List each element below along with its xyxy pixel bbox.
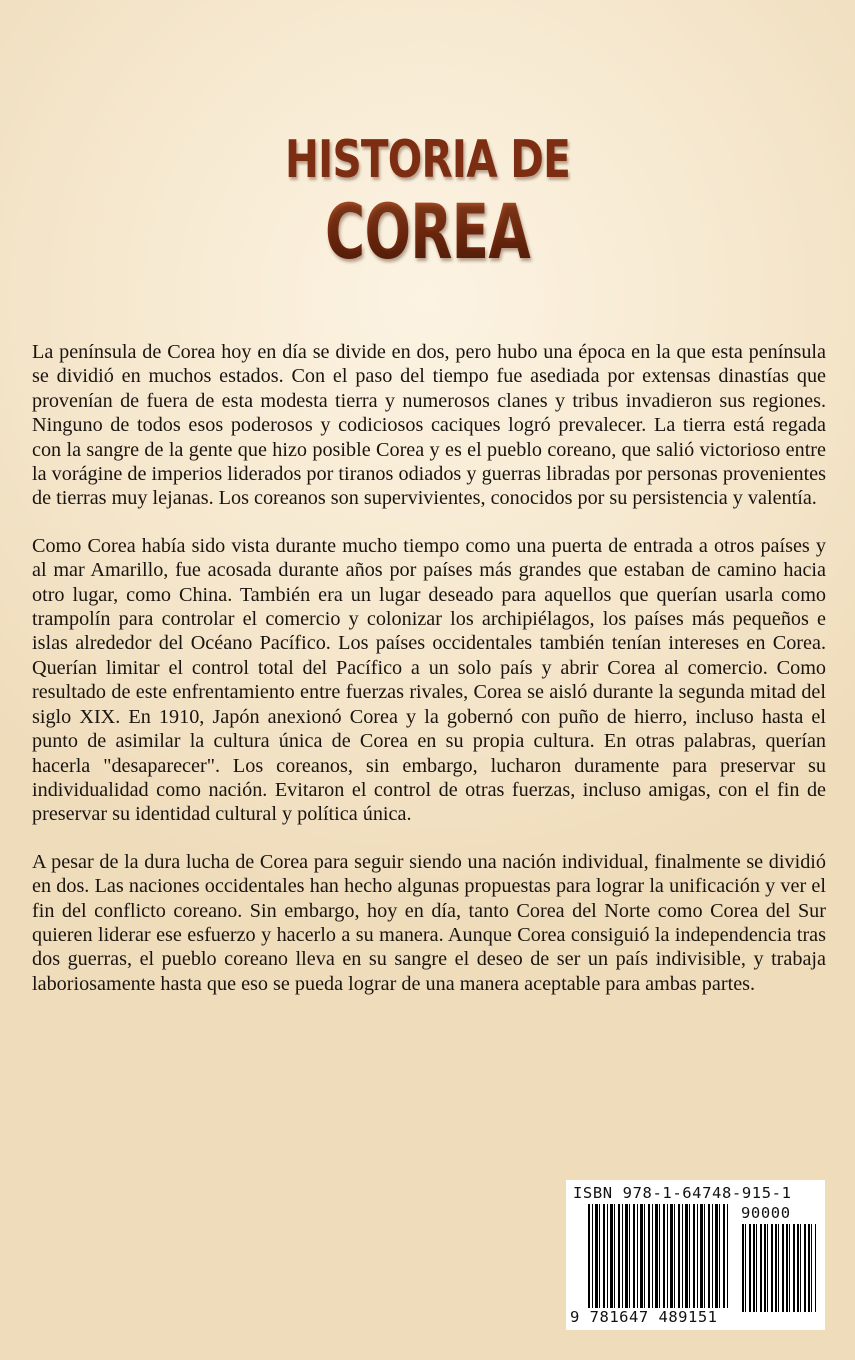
barcode-digits: 9 781647 489151	[570, 1308, 738, 1326]
blurb-paragraph-3: A pesar de la dura lucha de Corea para seguir siendo una nación individual, finalmente se dividió en dos. Las naciones occidentales han hecho algunas propuestas para lograr la unificación y ver el fin del conflicto coreano. Sin embargo, hoy en día, tanto Corea del Norte como Corea del Sur quieren liderar ese esfuerzo y hacerlo a su manera. Aunque Corea consiguió la independencia tras dos guerras, el pueblo coreano lleva en su sangre el deseo de ser un país indivisible, y trabaja laboriosamente hasta que eso se pueda lograr de una manera aceptable para ambas partes.	[32, 850, 826, 995]
barcode-addon-bars	[742, 1224, 816, 1312]
back-cover-blurb	[32, 340, 826, 1019]
isbn-barcode	[566, 1180, 825, 1330]
isbn-label: ISBN 978-1-64748-915-1	[573, 1184, 792, 1202]
title-line-2: COREA	[120, 190, 736, 274]
book-title	[0, 130, 855, 274]
blurb-paragraph-1: La península de Corea hoy en día se divide en dos, pero hubo una época en la que esta península se dividió en muchos estados. Con el paso del tiempo fue asediada por extensas dinastías que provenían de fuera de esta modesta tierra y numerosos clanes y tribus invadieron sus regiones. Ninguno de todos esos poderosos y codiciosos caciques logró prevalecer. La tierra está regada con la sangre de la gente que hizo posible Corea y es el pueblo coreano, que salió victorioso entre la vorágine de imperios liderados por tiranos odiados y guerras libradas por personas provenientes de tierras muy lejanas. Los coreanos son supervivientes, conocidos por su persistencia y valentía.	[32, 341, 826, 510]
title-line-1: HISTORIA DE	[284, 130, 571, 190]
barcode-bars	[588, 1204, 728, 1312]
barcode-price-code: 90000	[741, 1204, 791, 1222]
blurb-paragraph-2: Como Corea había sido vista durante mucho tiempo como una puerta de entrada a otros países y al mar Amarillo, fue acosada durante años por países más grandes que estaban de camino hacia otro lugar, como China. También era un lugar deseado para aquellos que querían usarla como trampolín para controlar el comercio y colonizar los archipiélagos, los países más pequeños e islas alrededor del Océano Pacífico. Los países occidentales también tenían intereses en Corea. Querían limitar el control total del Pacífico a un solo país y abrir Corea al comercio. Como resultado de este enfrentamiento entre fuerzas rivales, Corea se aisló durante la segunda mitad del siglo XIX. En 1910, Japón anexionó Corea y la gobernó con puño de hierro, incluso hasta el punto de asimilar la cultura única de Corea en su propia cultura. En otras palabras, querían hacerla "desaparecer". Los coreanos, sin embargo, lucharon duramente para preservar su individualidad como nación. Evitaron el control de otras fuerzas, incluso amigas, con el fin de preservar su identidad cultural y política única.	[32, 534, 826, 826]
